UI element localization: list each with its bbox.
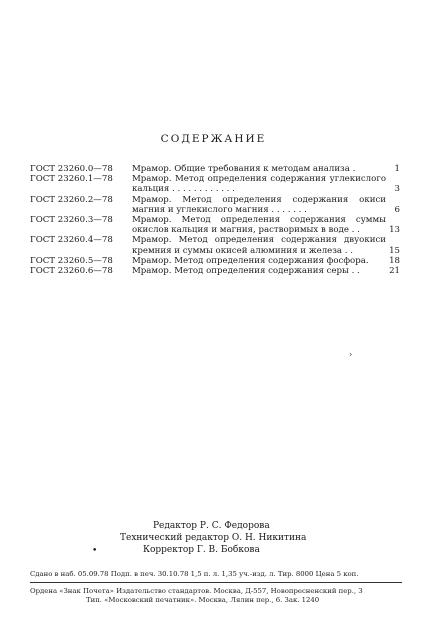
toc-entry <box>30 164 400 174</box>
toc-entry <box>30 235 400 255</box>
print-details: Сдано в наб. 05.09.78 Подп. в печ. 30.10.78 1,5 п. л. 1,35 уч.-изд. л. Тир. 8000 Цена 5 коп. <box>30 570 402 583</box>
toc-entry-code: ГОСТ 23260.3—78 <box>30 215 113 226</box>
toc-entry-desc: Мрамор. Метод определения содержания суммы окислов кальция и магния, растворимых в воде . . <box>132 215 386 236</box>
toc-entry-code: ГОСТ 23260.4—78 <box>30 235 113 246</box>
toc-entry <box>30 215 400 235</box>
toc-entry-code: ГОСТ 23260.6—78 <box>30 266 113 277</box>
toc-entry-desc: Мрамор. Метод определения содержания углекислого кальция . . . . . . . . . . . . <box>132 174 386 195</box>
print-mark: • <box>92 546 98 556</box>
toc-entry-page: 1 <box>394 164 400 174</box>
toc-entry-page: 6 <box>394 204 400 215</box>
toc-entry-desc: Мрамор. Общие требования к методам анализа . <box>132 164 356 174</box>
toc-entry-desc: Мрамор. Метод определения содержания двуокиси кремния и суммы окисей алюминия и железа . . <box>132 235 386 256</box>
corrector-line: Корректор Г. В. Бобкова <box>143 545 260 555</box>
publisher-line: Ордена «Знак Почета» Издательство стандартов. Москва, Д-557, Новопресненский пер., 3 <box>30 587 363 595</box>
print-speck: › <box>349 350 353 359</box>
editor-line: Редактор Р. С. Федорова <box>153 521 270 531</box>
toc-entry-code: ГОСТ 23260.0—78 <box>30 164 113 174</box>
toc-entry <box>30 256 400 266</box>
tech-editor-line: Технический редактор О. Н. Никитина <box>120 533 307 543</box>
toc-entry <box>30 195 400 215</box>
toc-entry-page: 13 <box>389 225 400 236</box>
publication-info <box>30 570 402 605</box>
toc-entry-page: 21 <box>389 266 400 277</box>
toc-entry-code: ГОСТ 23260.2—78 <box>30 194 113 205</box>
toc-entry <box>30 266 400 276</box>
toc-entry <box>30 174 400 194</box>
toc-entry-code: ГОСТ 23260.1—78 <box>30 174 113 185</box>
printer-line: Тип. «Московский печатник». Москва, Лялин пер., 6. Зак. 1240 <box>86 596 320 604</box>
toc-entry-desc: Мрамор. Метод определения содержания окиси магния и углекислого магния . . . . . . . <box>132 194 386 215</box>
toc-title: СОДЕРЖАНИЕ <box>160 133 267 145</box>
toc-entry-page: 3 <box>394 184 400 195</box>
toc-entry-desc: Мрамор. Метод определения содержания серы . . <box>132 266 360 277</box>
toc-entry-desc: Мрамор. Метод определения содержания фосфора. <box>132 255 369 266</box>
toc-entry-page: 15 <box>389 245 400 256</box>
toc-entry-code: ГОСТ 23260.5—78 <box>30 255 113 266</box>
toc-entry-page: 18 <box>389 255 400 266</box>
toc-list <box>30 164 400 276</box>
